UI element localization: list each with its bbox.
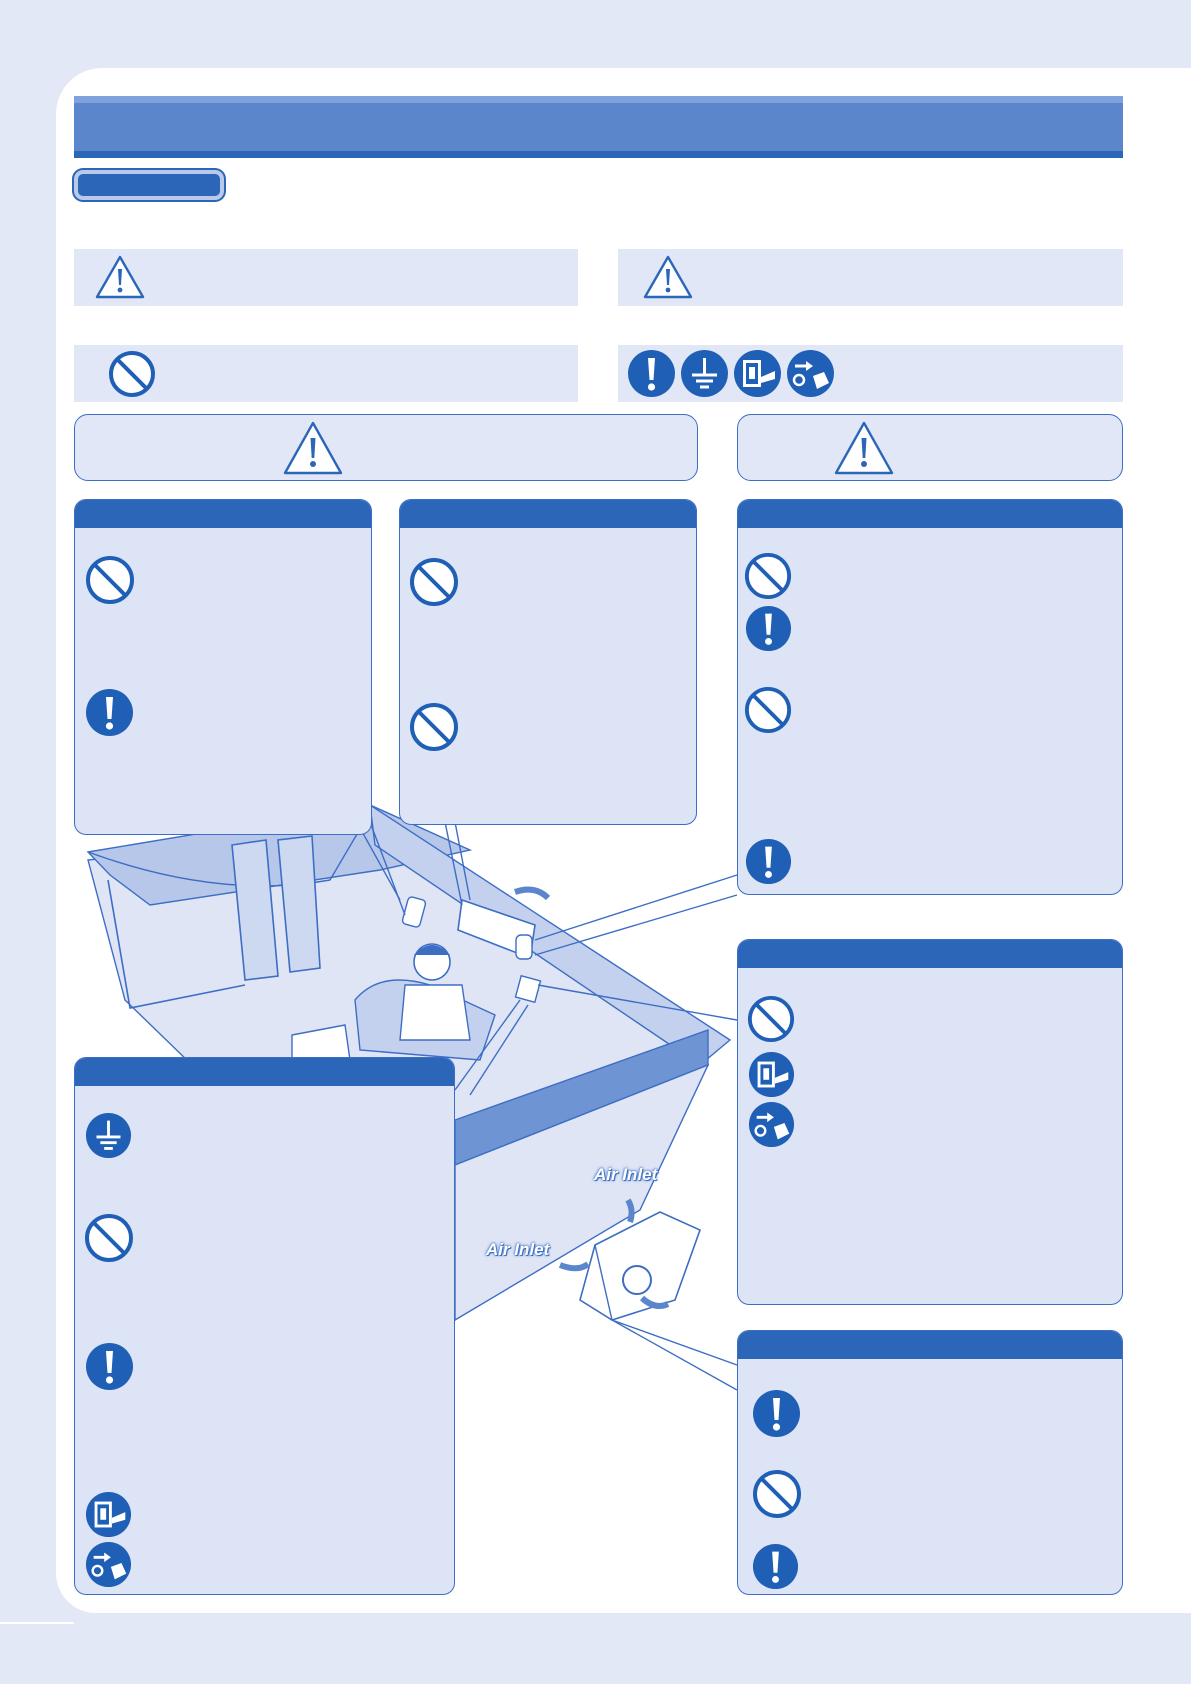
indoor-unit-panel [399,499,697,825]
mandatory-icon [85,688,134,737]
mandatory-icon [752,1543,799,1590]
panel-header [738,500,1122,528]
mandatory-icon [85,1342,134,1391]
unplug-icon [85,1541,132,1588]
mandatory-icon [745,605,792,652]
prohibited-icon [409,557,459,607]
ground-icon [85,1112,132,1159]
caution-outdoor-panel [737,1330,1123,1595]
prohibited-icon [752,1469,802,1519]
prohibited-icon [744,552,792,600]
remote-control-panel [74,499,372,835]
air-inlet-label-left: Air Inlet [486,1240,550,1259]
panel-header [75,1058,454,1086]
prohibited-icon [747,995,795,1043]
panel-header [738,1331,1122,1359]
disconnect-breaker-icon [85,1491,132,1538]
caution-indoor-panel [737,499,1123,895]
footer-stripe [0,1622,74,1624]
panel-header [738,940,1122,968]
caution-remote-panel [737,939,1123,1305]
disconnect-breaker-icon [748,1051,795,1098]
power-supply-panel [74,1057,455,1595]
mandatory-icon [752,1389,801,1438]
panel-header [400,500,696,528]
mandatory-icon [745,838,792,885]
panel-header [75,500,371,528]
prohibited-icon [409,702,459,752]
prohibited-icon [744,686,792,734]
unplug-icon [748,1101,795,1148]
air-inlet-label-top: Air Inlet [594,1165,658,1184]
prohibited-icon [84,1213,134,1263]
prohibited-icon [85,555,135,605]
